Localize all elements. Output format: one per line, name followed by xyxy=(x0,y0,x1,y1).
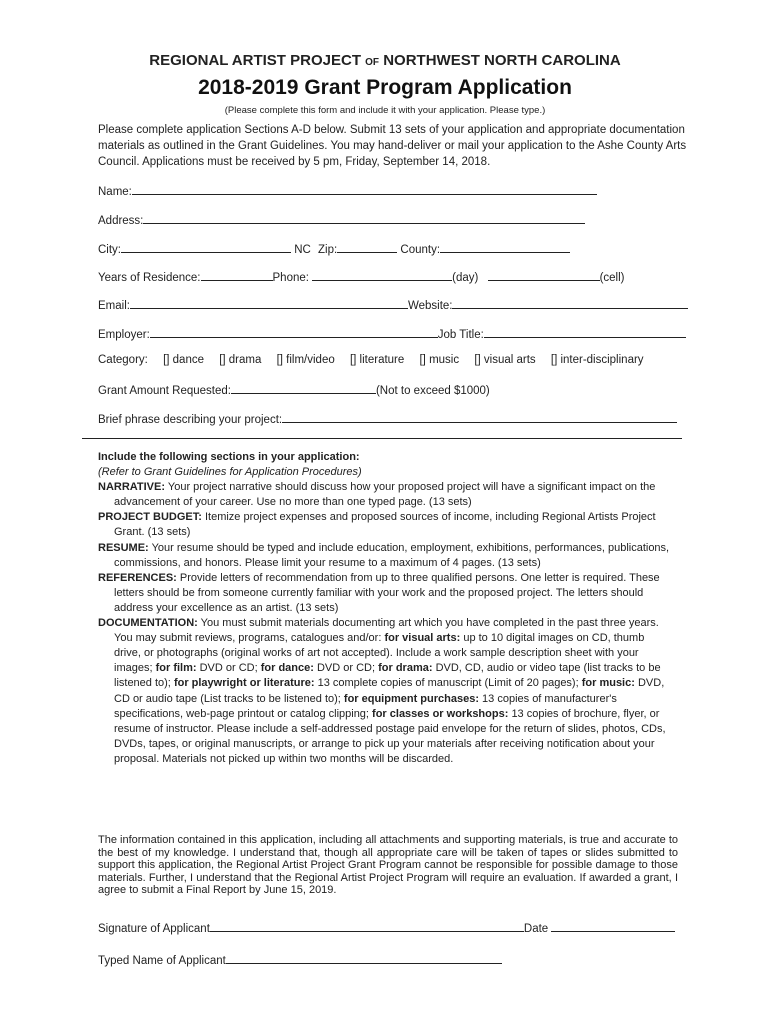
budget-label: PROJECT BUDGET: xyxy=(98,511,202,524)
brief-row xyxy=(98,411,677,427)
doc-text-4: DVD or CD; xyxy=(316,662,376,675)
signature-row xyxy=(98,920,675,936)
county-field[interactable] xyxy=(440,241,570,253)
documentation-item xyxy=(98,616,673,767)
category-drama-checkbox[interactable]: [] drama xyxy=(219,354,262,366)
email-label: Email: xyxy=(98,300,130,312)
doc-classes-label: for classes or workshops: xyxy=(372,707,509,720)
doc-text-6: 13 complete copies of manuscript (Limit of 20 pages); xyxy=(317,677,579,690)
sections-block xyxy=(98,450,673,767)
address-field[interactable] xyxy=(143,212,585,224)
intro-paragraph: Please complete application Sections A-D below. Submit 13 sets of your application and appropriate documentation materials as outlined in the Grant Guidelines. You may hand-deliver or mail your application to the Ashe County Arts Council. Applications must be received by 5 pm, Friday, September 14, 2018. xyxy=(98,124,687,168)
references-item xyxy=(98,571,673,616)
category-interdisciplinary-checkbox[interactable]: [] inter-disciplinary xyxy=(550,354,644,366)
category-visual-arts-checkbox[interactable]: [] visual arts xyxy=(474,354,536,366)
sections-heading: Include the following sections in your application: xyxy=(98,451,360,463)
phone-cell-field[interactable] xyxy=(488,269,600,281)
title-part-2: NORTHWEST NORTH CAROLINA xyxy=(383,52,621,69)
name-label: Name: xyxy=(98,186,132,198)
doc-drama-label: for drama: xyxy=(378,662,433,675)
city-row xyxy=(98,241,570,257)
resume-item xyxy=(98,541,673,571)
form-note: (Please complete this form and include it with your application. Please type.) xyxy=(224,105,546,116)
doc-text-8: 13 copies of manufacturer's specifications, web-page printout or catalog clipping; xyxy=(114,692,617,720)
references-label: REFERENCES: xyxy=(98,571,177,584)
typed-name-row xyxy=(98,952,502,968)
doc-visual-arts-label: for visual arts: xyxy=(384,632,461,645)
budget-item xyxy=(98,510,673,540)
narrative-label: NARRATIVE: xyxy=(98,481,166,494)
employer-row xyxy=(98,326,686,342)
doc-text-9: 13 copies of brochure, flyer, or resume of instructor. Please include a self-addressed postage paid envelope for the return of slides, photos, CDs, DVDs, tapes, or original manuscripts, or arrange to pick up your materials after receiving notification about your proposal. Materials not picked up within two months will be discarded. xyxy=(114,707,666,765)
title-part-1: REGIONAL ARTIST PROJECT xyxy=(149,52,361,69)
address-label: Address: xyxy=(98,215,144,227)
state-label: NC xyxy=(294,244,311,256)
typed-name-field[interactable] xyxy=(226,952,502,964)
doc-text-1: You must submit materials documenting art which you have completed in the past three years. You may submit reviews, programs, catalogues and/or: xyxy=(114,617,659,645)
resume-text: Your resume should be typed and include education, employment, exhibitions, performances, publications, commissions, and honors. Please limit your resume to a maximum of 4 pages. (13 sets) xyxy=(114,541,670,569)
email-field[interactable] xyxy=(130,297,408,309)
doc-text-7: DVD, CD or audio tape (List tracks to be listened to); xyxy=(114,677,665,705)
doc-playwright-label: for playwright or literature: xyxy=(173,677,315,690)
divider xyxy=(82,438,682,439)
category-music-checkbox[interactable]: [] music xyxy=(419,354,460,366)
years-label: Years of Residence: xyxy=(98,272,201,284)
cell-label: (cell) xyxy=(599,272,625,284)
doc-film-label: for film: xyxy=(155,662,197,675)
declaration-paragraph: The information contained in this application, including all attachments and supporting materials, is true and accurate to the best of my knowledge. I understand that, though all appropriate care will be taken of tapes or slides submitted to support this application, the Regional Artist Project Grant Program cannot be responsible for possible damage to those materials. Further, I understand that the Regional Artist Project Program will require an evaluation. If awarded a grant, I agree to submit a Final Report by June 15, 2019. xyxy=(98,834,678,897)
grant-amount-field[interactable] xyxy=(231,382,376,394)
name-row xyxy=(98,183,597,199)
category-literature-checkbox[interactable]: [] literature xyxy=(349,354,405,366)
grant-amount-row xyxy=(98,382,490,398)
sections-subheading: (Refer to Grant Guidelines for Application Procedures) xyxy=(98,466,362,479)
employer-field[interactable] xyxy=(150,326,438,338)
doc-text-5: DVD, CD, audio or video tape (list tracks to be listened to); xyxy=(114,662,661,690)
city-label: City: xyxy=(98,244,121,256)
grant-amount-note: (Not to exceed $1000) xyxy=(375,385,490,397)
budget-text: Itemize project expenses and proposed sources of income, including Regional Artists Project Grant. (13 sets) xyxy=(114,511,656,539)
brief-label: Brief phrase describing your project: xyxy=(98,414,283,426)
phone-day-field[interactable] xyxy=(312,269,452,281)
date-label: Date xyxy=(523,923,549,935)
signature-label: Signature of Applicant xyxy=(98,923,210,935)
doc-text-2: up to 10 digital images on CD, thumb drive, or photographs (original works of art not accepted). Include a work sample description sheet with your images; xyxy=(114,632,645,675)
name-field[interactable] xyxy=(132,183,597,195)
email-row xyxy=(98,297,688,313)
references-text: Provide letters of recommendation from up to three qualified persons. One letter is required. These letters should be from someone currently familiar with your work and the proposed project. The letters should address your excellence as an artist. (13 sets) xyxy=(114,571,660,614)
resume-label: RESUME: xyxy=(98,541,149,554)
residence-row xyxy=(98,269,625,285)
city-field[interactable] xyxy=(121,241,291,253)
narrative-text: Your project narrative should discuss how your proposed project will have a significant impact on the advancement of your career. Use no more than one typed page. (13 sets) xyxy=(114,481,656,509)
typed-name-label: Typed Name of Applicant xyxy=(98,955,226,967)
website-field[interactable] xyxy=(452,297,688,309)
form-subtitle: 2018-2019 Grant Program Application xyxy=(198,76,572,99)
address-row xyxy=(98,212,585,228)
form-title xyxy=(0,52,770,69)
doc-music-label: for music: xyxy=(581,677,635,690)
category-row xyxy=(98,354,644,370)
day-label: (day) xyxy=(452,272,479,284)
grant-amount-label: Grant Amount Requested: xyxy=(98,385,231,397)
county-label: County: xyxy=(400,244,441,256)
doc-dance-label: for dance: xyxy=(260,662,314,675)
doc-text-3: DVD or CD; xyxy=(199,662,258,675)
years-field[interactable] xyxy=(201,269,273,281)
zip-field[interactable] xyxy=(337,241,397,253)
zip-label: Zip: xyxy=(318,244,338,256)
website-label: Website: xyxy=(407,300,453,312)
doc-equipment-label: for equipment purchases: xyxy=(343,692,479,705)
phone-label: Phone: xyxy=(272,272,309,284)
job-title-label: Job Title: xyxy=(437,329,484,341)
category-film-checkbox[interactable]: [] film/video xyxy=(276,354,335,366)
category-dance-checkbox[interactable]: [] dance xyxy=(163,354,204,366)
documentation-label: DOCUMENTATION: xyxy=(98,617,198,630)
title-of: OF xyxy=(365,57,380,68)
signature-field[interactable] xyxy=(210,920,524,932)
category-label: Category: xyxy=(98,354,148,366)
job-title-field[interactable] xyxy=(484,326,686,338)
employer-label: Employer: xyxy=(98,329,150,341)
narrative-item xyxy=(98,480,673,510)
date-field[interactable] xyxy=(551,920,675,932)
brief-field[interactable] xyxy=(282,411,677,423)
